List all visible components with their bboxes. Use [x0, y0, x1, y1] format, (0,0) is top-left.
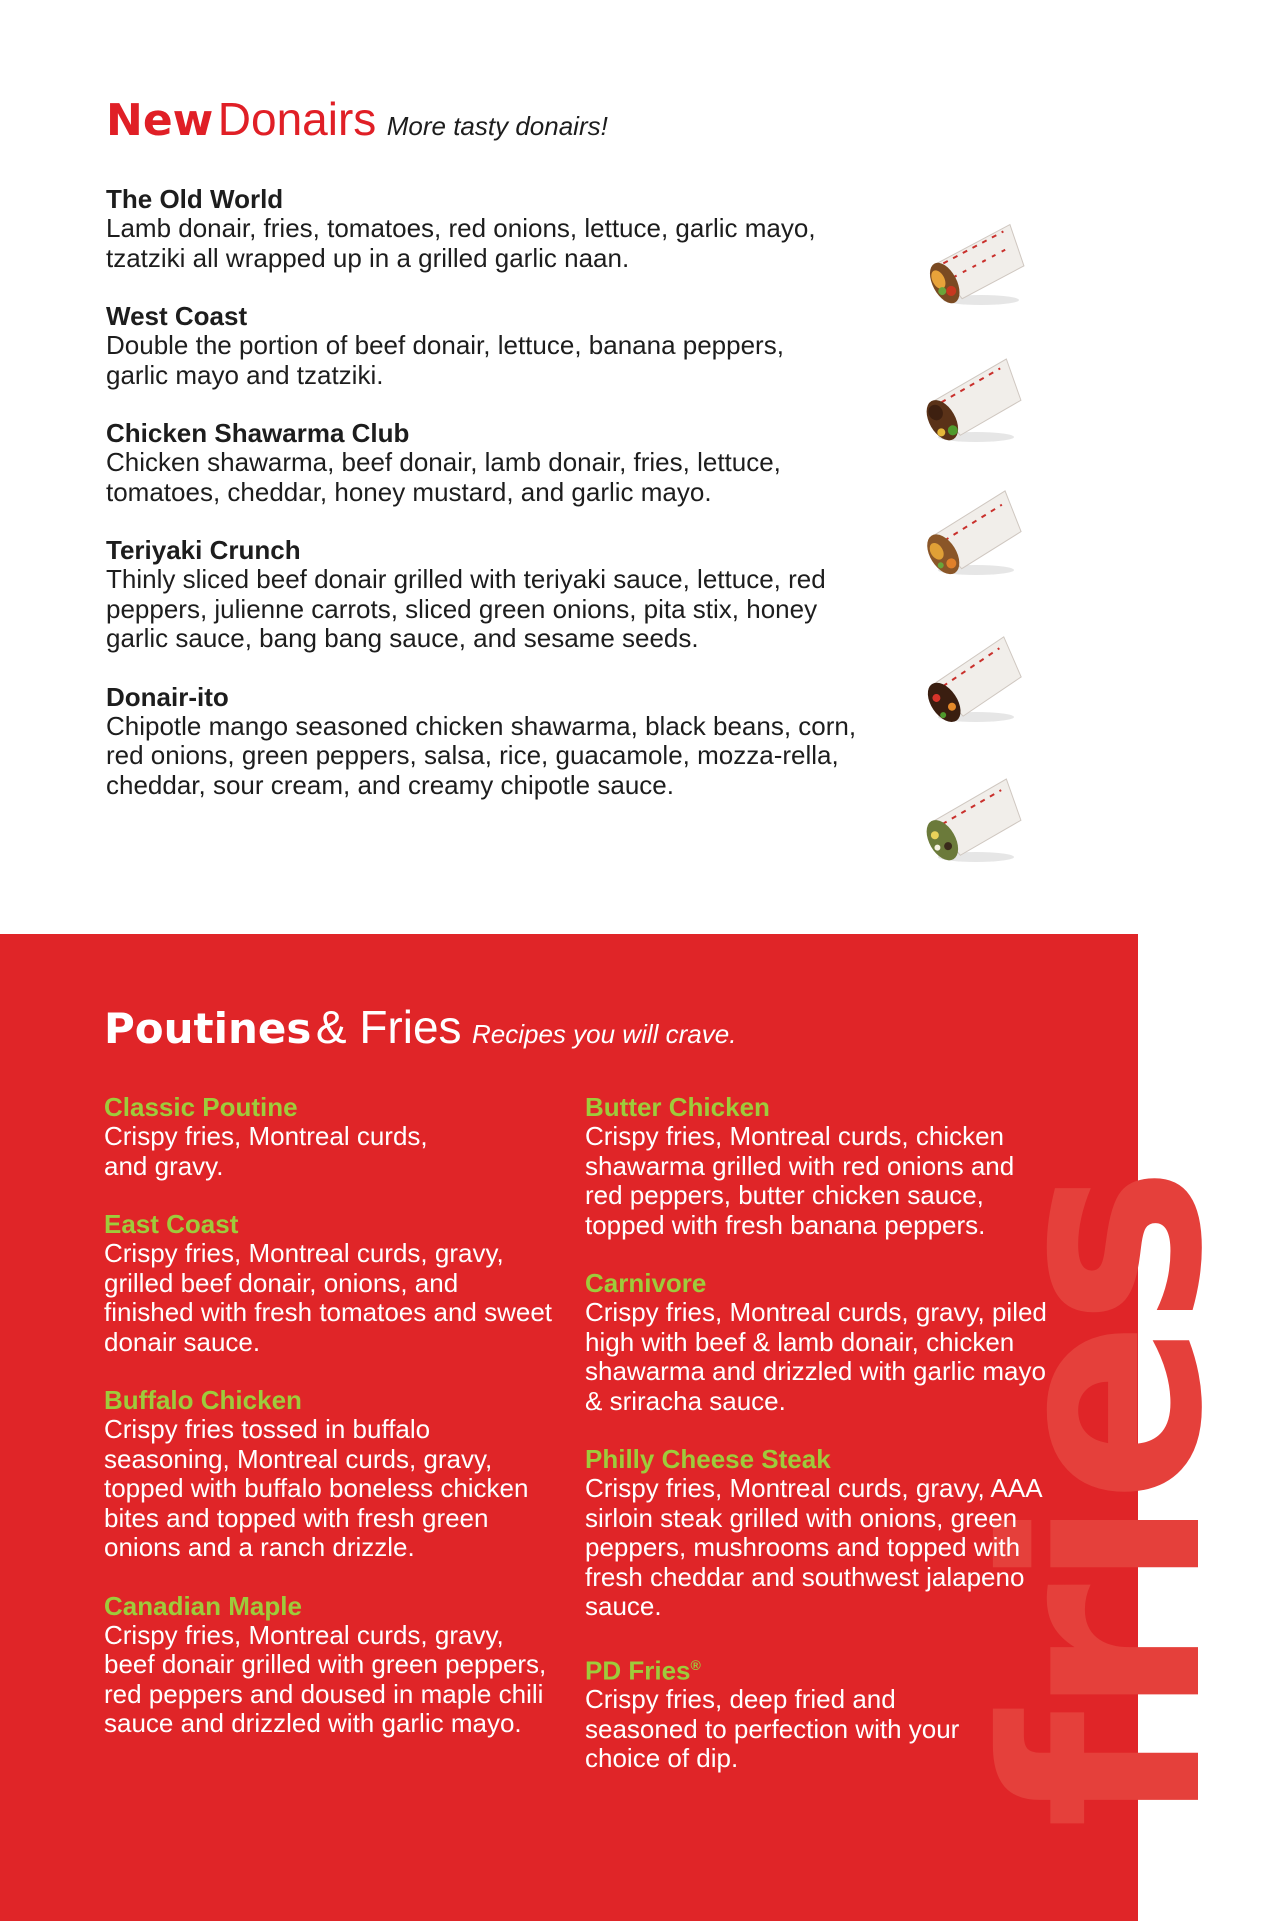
menu-item-description: Crispy fries, Montreal curds, gravy, beef donair grilled with green peppers, red peppers and doused in maple chili sauce and drizzled with garlic mayo. [104, 1619, 547, 1738]
poutines-heading-bold: Poutines [104, 1004, 312, 1053]
menu-item-name: Philly Cheese Steak [585, 1444, 831, 1474]
donairs-heading [106, 93, 608, 146]
menu-item-name: Teriyaki Crunch [106, 535, 301, 565]
donair-wrap-image [917, 208, 1042, 308]
menu-item-name: PD Fries [585, 1655, 691, 1686]
menu-item-description: Chicken shawarma, beef donair, lamb donair, fries, lettuce, tomatoes, cheddar, honey mustard, and garlic mayo. [106, 447, 781, 507]
menu-item-name: Classic Poutine [104, 1092, 298, 1122]
menu-item-description: Lamb donair, fries, tomatoes, red onions, lettuce, garlic mayo, tzatziki all wrapped up in a grilled garlic naan. [106, 213, 816, 273]
menu-item-description: Crispy fries tossed in buffalo seasoning, Montreal curds, gravy, topped with buffalo boneless chicken bites and topped with fresh green onions and a ranch drizzle. [104, 1414, 529, 1562]
menu-item-description: Crispy fries, Montreal curds, gravy, AAA sirloin steak grilled with onions, green peppers, mushrooms and topped with fresh cheddar and southwest jalapeno sauce. [585, 1473, 1042, 1621]
poutines-left-column [104, 1092, 554, 1767]
menu-item-name: Chicken Shawarma Club [106, 418, 410, 448]
poutines-heading-light: & Fries [315, 1001, 462, 1053]
menu-item-name: Donair-ito [106, 681, 229, 712]
menu-item [106, 682, 886, 801]
menu-item [104, 1092, 554, 1181]
menu-item [585, 1650, 1055, 1774]
menu-item [106, 184, 886, 273]
menu-item-description: Crispy fries, Montreal curds, chicken shawarma grilled with red onions and red peppers, butter chicken sauce, topped with fresh banana peppers. [585, 1121, 1015, 1240]
menu-item-description: Crispy fries, Montreal curds, and gravy. [104, 1121, 428, 1181]
fries-watermark: fries [947, 1171, 1262, 1829]
poutines-right-column [585, 1092, 1055, 1802]
menu-item-name: The Old World [106, 184, 284, 214]
menu-item-description: Crispy fries, deep fried and seasoned to perfection with your choice of dip. [585, 1684, 960, 1774]
menu-item-name: Buffalo Chicken [104, 1385, 302, 1415]
menu-item-name: Carnivore [585, 1268, 707, 1298]
donair-wrap-image [912, 625, 1037, 725]
menu-item [104, 1209, 554, 1357]
menu-item [106, 535, 886, 654]
donair-wrap-image [912, 765, 1037, 865]
menu-item [106, 418, 886, 507]
menu-item [585, 1268, 1055, 1416]
menu-item [106, 301, 886, 390]
menu-item-description: Crispy fries, Montreal curds, gravy, grilled beef donair, onions, and finished with fresh tomatoes and sweet donair sauce. [104, 1238, 553, 1357]
donairs-heading-bold: New [106, 95, 214, 146]
donairs-tagline: More tasty donairs! [386, 111, 608, 141]
trademark-mark: ® [690, 1656, 701, 1673]
new-donairs-section [0, 0, 1138, 934]
menu-item-name: West Coast [106, 301, 248, 331]
menu-item-name: East Coast [104, 1209, 239, 1239]
donair-wrap-image [912, 478, 1037, 578]
menu-item-description: Crispy fries, Montreal curds, gravy, piled high with beef & lamb donair, chicken shawarma and drizzled with garlic mayo & sriracha sauce. [585, 1297, 1047, 1416]
menu-item [585, 1444, 1055, 1622]
menu-item [104, 1385, 554, 1563]
menu-item-description: Chipotle mango seasoned chicken shawarma, black beans, corn, red onions, green peppers, salsa, rice, guacamole, mozza-rella, cheddar, sour cream, and creamy chipotle sauce. [106, 710, 857, 800]
menu-item-name: Canadian Maple [104, 1590, 302, 1621]
donair-wrap-image [912, 345, 1037, 445]
poutines-heading [104, 1001, 737, 1053]
menu-item-description: Double the portion of beef donair, lettuce, banana peppers, garlic mayo and tzatziki. [106, 330, 784, 390]
donairs-list [106, 184, 886, 828]
menu-item-name: Butter Chicken [585, 1092, 770, 1122]
menu-item [104, 1591, 554, 1739]
menu-item [585, 1092, 1055, 1240]
menu-item-name-wrapper [585, 1650, 1055, 1686]
poutines-tagline: Recipes you will crave. [472, 1019, 737, 1049]
menu-item-description: Thinly sliced beef donair grilled with teriyaki sauce, lettuce, red peppers, julienne carrots, sliced green onions, pita stix, honey garlic sauce, bang bang sauce, and sesame seeds. [106, 564, 826, 653]
donairs-heading-light: Donairs [217, 93, 377, 145]
